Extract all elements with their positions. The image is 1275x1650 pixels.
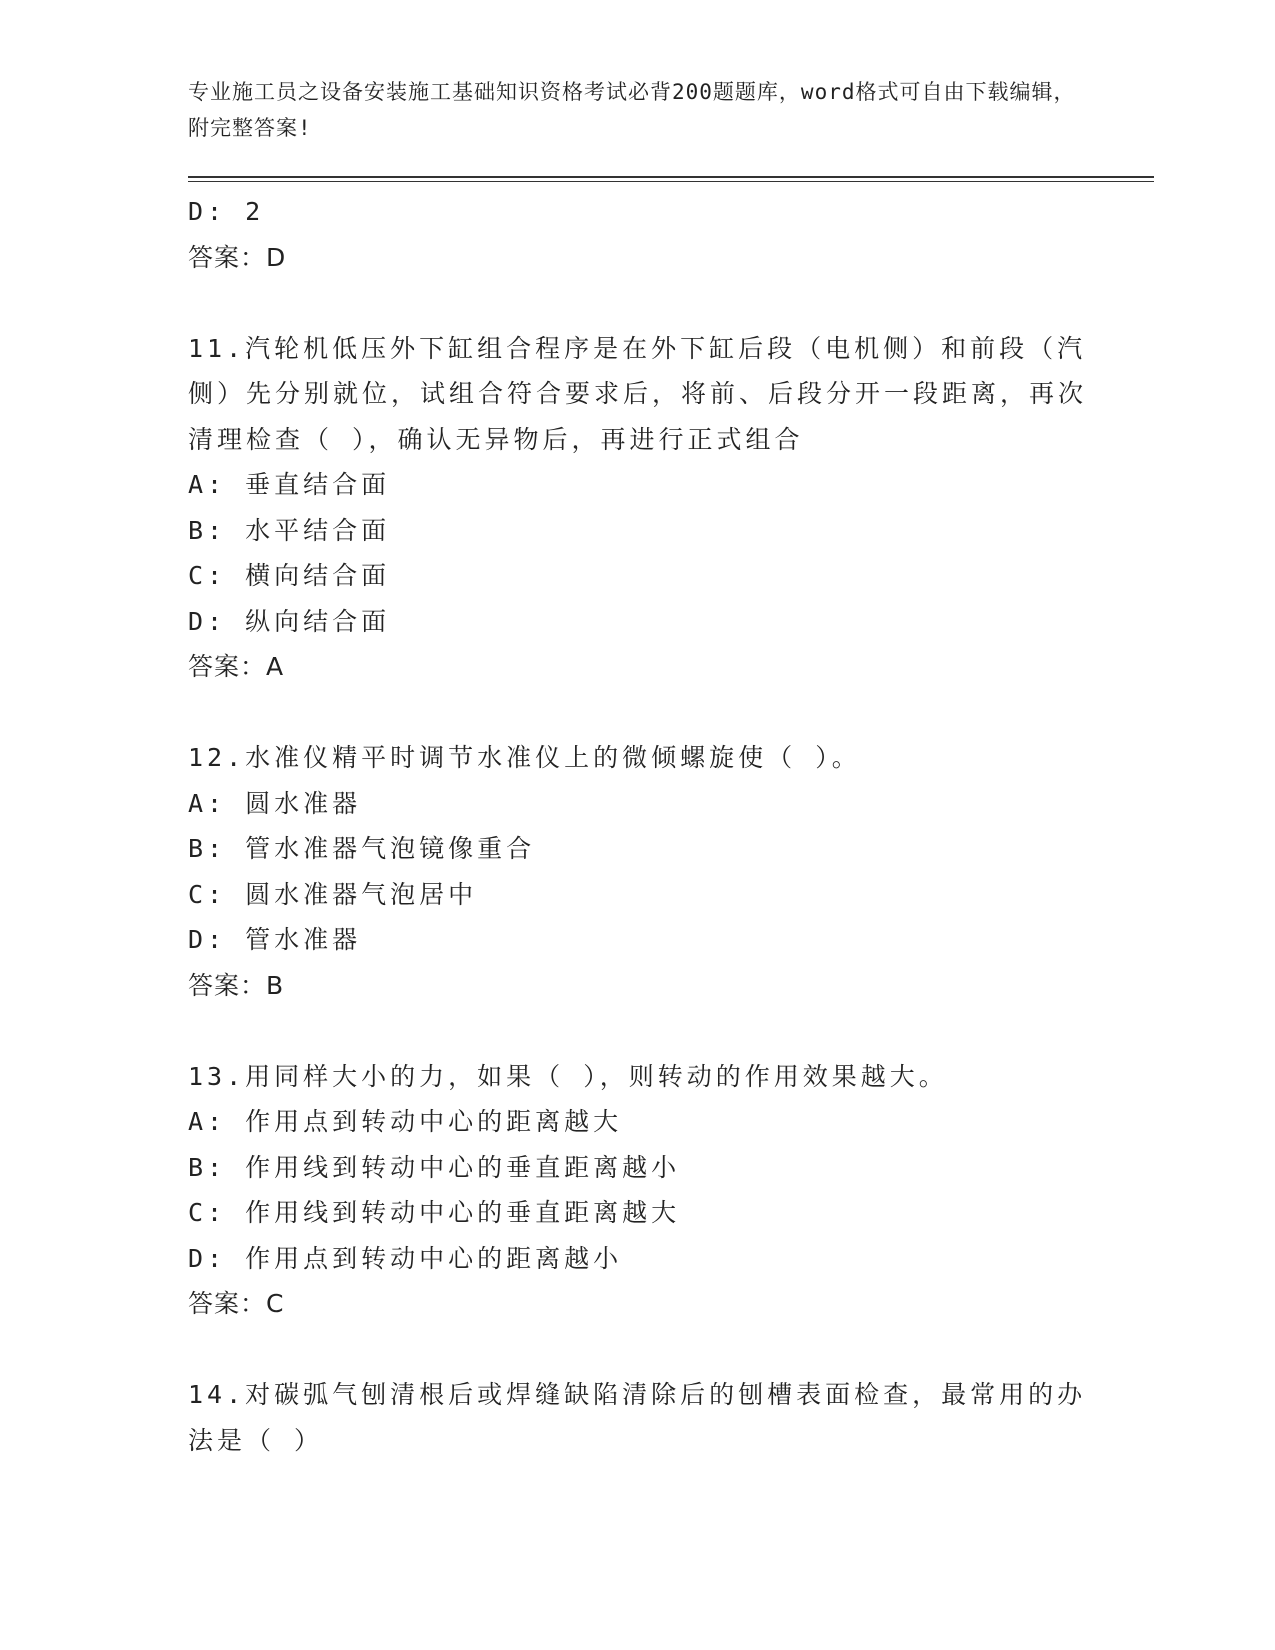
answer: 答案：C	[188, 1289, 285, 1318]
option-b: B: 管水准器气泡镜像重合	[188, 834, 536, 863]
spacer	[188, 280, 1088, 326]
option-d: D: 管水准器	[188, 925, 362, 954]
answer: 答案：B	[188, 970, 285, 1000]
spacer	[188, 690, 1088, 736]
spacer	[188, 1327, 1088, 1373]
question-text: 11.汽轮机低压外下缸组合程序是在外下缸后段（电机侧）和前段（汽侧）先分别就位，试组合符合要求后，将前、后段分开一段距离，再次清理检查（ ），确认无异物后，再进行正式组合	[188, 333, 1088, 454]
option-a: A: 圆水准器	[188, 788, 362, 818]
spacer	[188, 1008, 1088, 1054]
document-header: 专业施工员之设备安装施工基础知识资格考试必背200题题库，word格式可自由下载编辑，附完整答案!	[188, 80, 1076, 140]
document-body	[188, 189, 1088, 1463]
header-divider-thin	[188, 181, 1154, 182]
question-11	[188, 326, 1088, 690]
option-c: C: 横向结合面	[188, 561, 391, 590]
option-a: A: 作用点到转动中心的距离越大	[188, 1107, 623, 1136]
header-divider-thick	[188, 176, 1154, 178]
question-14	[188, 1372, 1088, 1463]
answer: 答案：A	[188, 652, 285, 681]
option-d: D: 作用点到转动中心的距离越小	[188, 1243, 623, 1273]
option-a: A: 垂直结合面	[188, 470, 391, 499]
question-text: 13.用同样大小的力，如果（ ），则转动的作用效果越大。	[188, 1061, 948, 1091]
prev-answer: 答案：D	[188, 242, 287, 272]
question-text: 12.水准仪精平时调节水准仪上的微倾螺旋使（ ）。	[188, 743, 861, 772]
option-b: B: 作用线到转动中心的垂直距离越小	[188, 1152, 681, 1182]
question-13	[188, 1054, 1088, 1327]
question-12	[188, 735, 1088, 1008]
option-c: C: 作用线到转动中心的垂直距离越大	[188, 1198, 681, 1227]
option-b: B: 水平结合面	[188, 515, 391, 545]
question-text: 14.对碳弧气刨清根后或焊缝缺陷清除后的刨槽表面检查，最常用的办法是（ ）	[188, 1380, 1087, 1455]
option-c: C: 圆水准器气泡居中	[188, 879, 478, 909]
option-d: D: 纵向结合面	[188, 606, 391, 636]
prev-option-d: D: 2	[188, 197, 265, 226]
